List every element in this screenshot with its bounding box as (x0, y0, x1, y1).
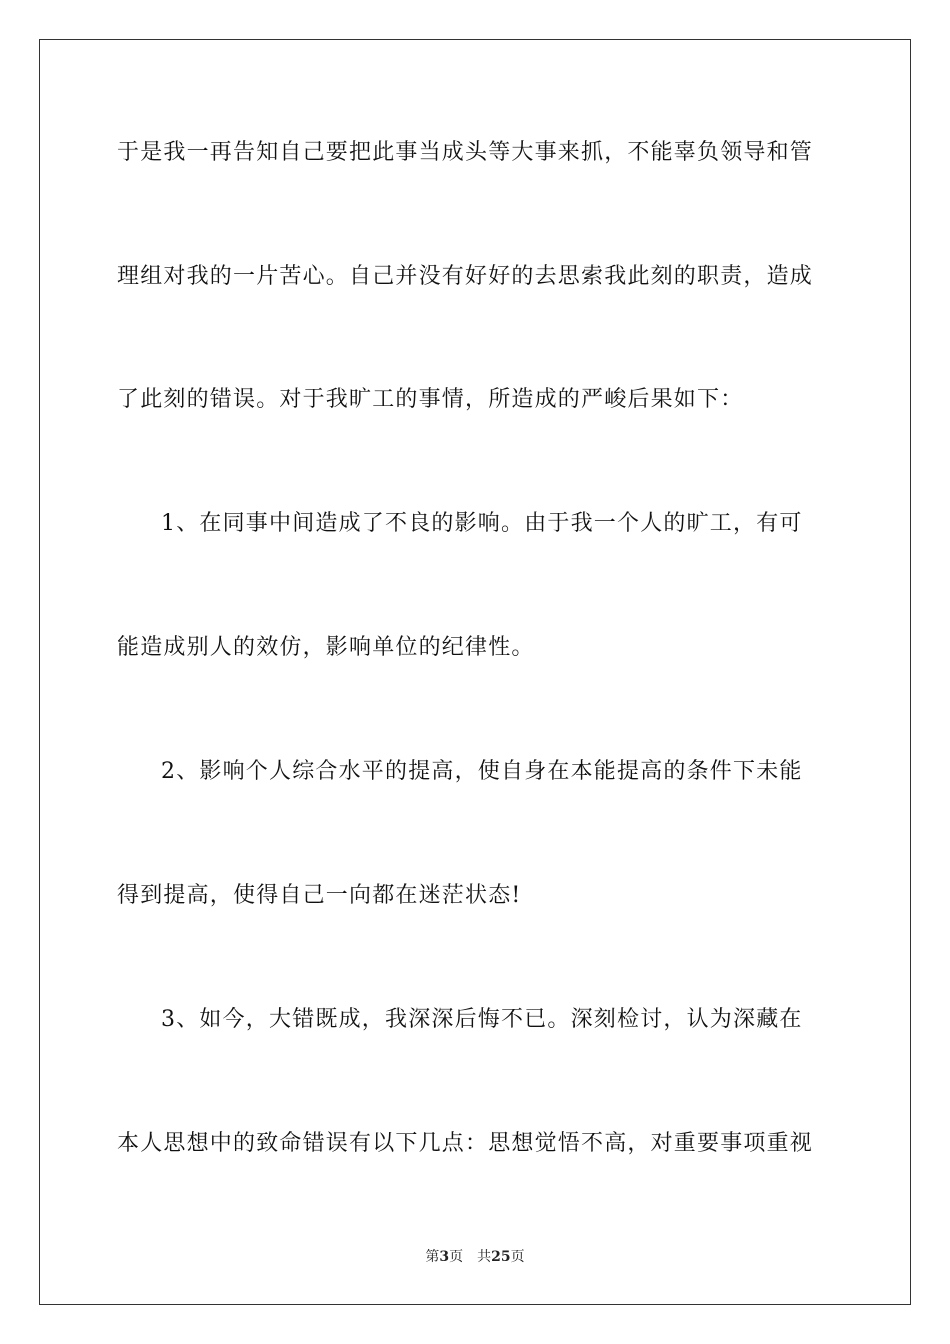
page-footer (0, 1248, 950, 1266)
footer-total-suffix: 页 (510, 1249, 525, 1265)
footer-page-suffix: 页 (449, 1249, 464, 1265)
footer-total-prefix: 共 (477, 1249, 492, 1265)
body-text-line-2: 理组对我的一片苦心。自己并没有好好的去思索我此刻的职责，造成 (117, 264, 814, 289)
footer-page-number: 3 (439, 1249, 450, 1265)
body-text-line-3: 了此刻的错误。对于我旷工的事情，所造成的严峻后果如下： (117, 387, 744, 412)
body-text-line-1: 于是我一再告知自己要把此事当成头等大事来抓，不能辜负领导和管 (117, 140, 814, 165)
list-item-2-line-2: 得到提高，使得自己一向都在迷茫状态! (117, 883, 522, 908)
footer-page-prefix: 第 (425, 1249, 440, 1265)
footer-total-pages: 25 (491, 1249, 511, 1265)
page-border (39, 39, 911, 1305)
list-item-3-line-1: 3、如今，大错既成，我深深后悔不已。深刻检讨，认为深藏在 (161, 1007, 803, 1032)
list-item-2-line-1: 2、影响个人综合水平的提高，使自身在本能提高的条件下未能 (161, 759, 803, 784)
list-item-3-line-2: 本人思想中的致命错误有以下几点：思想觉悟不高，对重要事项重视 (117, 1131, 814, 1156)
list-item-1-line-2: 能造成别人的效仿，影响单位的纪律性。 (117, 635, 535, 660)
list-item-1-line-1: 1、在同事中间造成了不良的影响。由于我一个人的旷工，有可 (161, 511, 803, 536)
